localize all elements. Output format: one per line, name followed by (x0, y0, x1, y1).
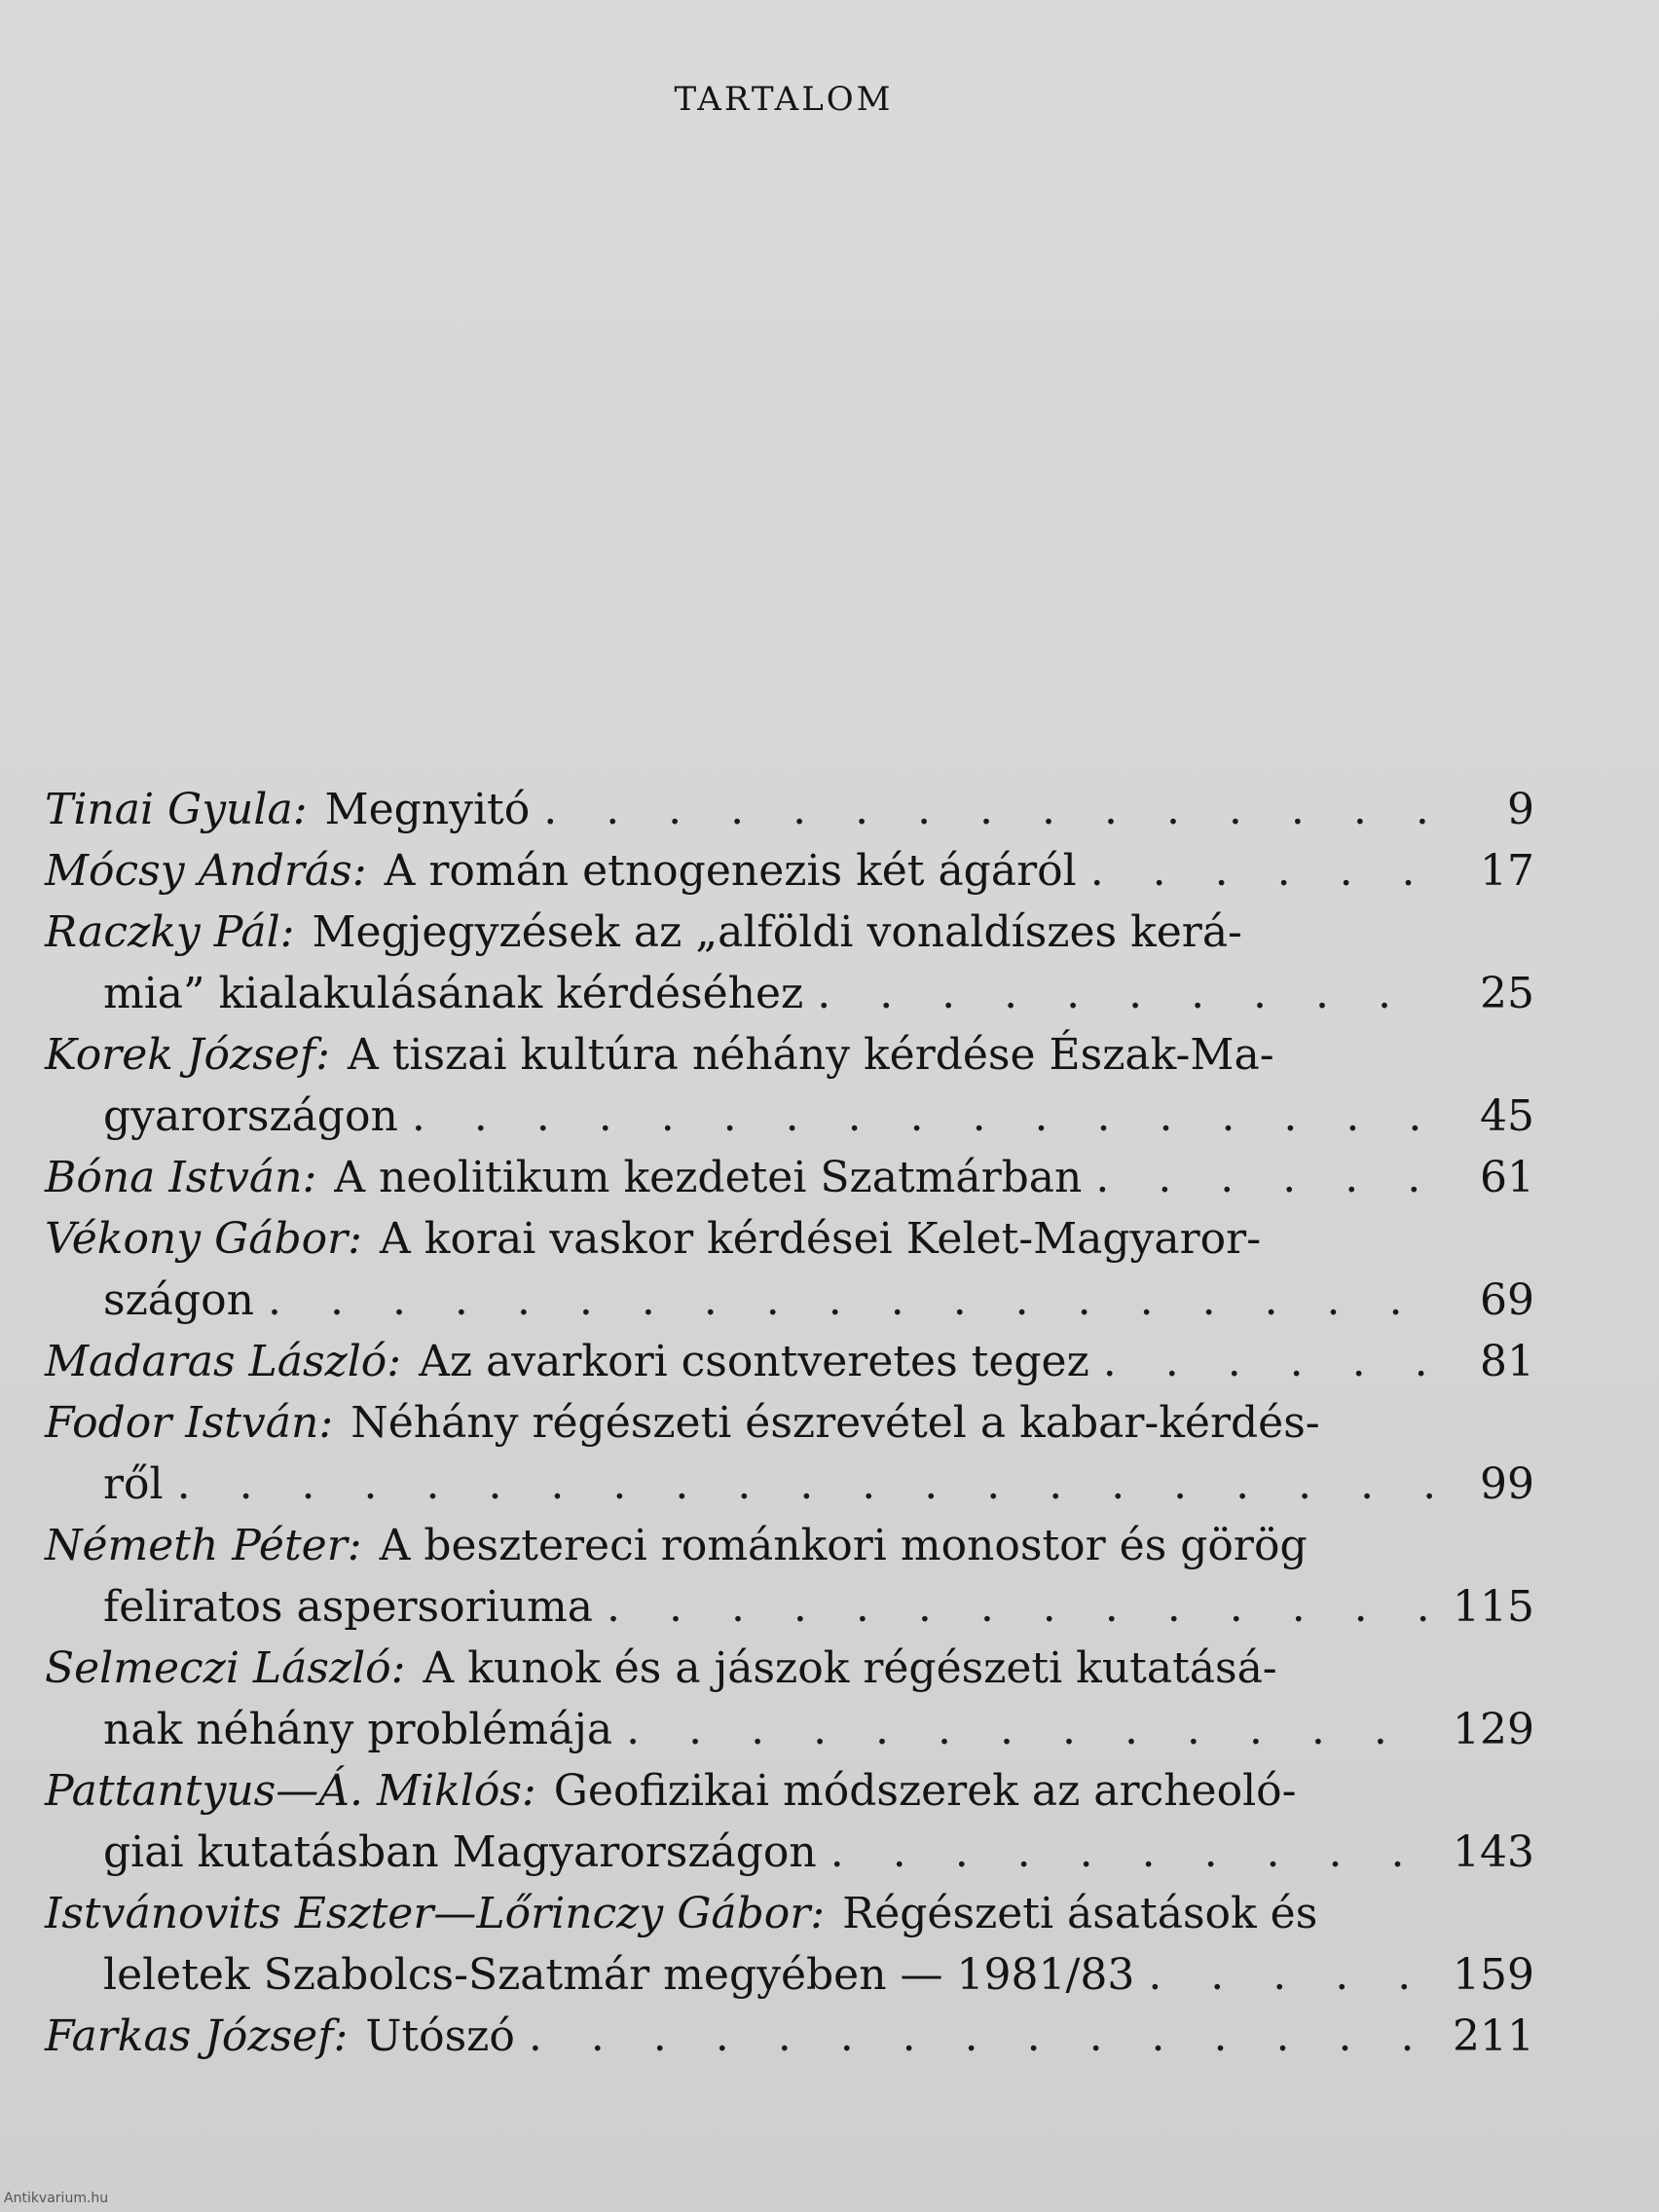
entry-author: Tinai Gyula: (45, 785, 308, 834)
entry-page-number: 81 (1480, 1337, 1534, 1386)
entry-page-number: 143 (1453, 1827, 1534, 1877)
entry-author: Mócsy András: (45, 846, 367, 896)
dot-leader (626, 1699, 1433, 1760)
dot-leader (1148, 1944, 1433, 2006)
entry-author: Madaras László: (45, 1337, 402, 1386)
toc-entry (45, 1392, 1534, 1515)
dot-leader (412, 1086, 1433, 1147)
entry-page-number: 9 (1507, 785, 1534, 834)
entry-author: Pattantyus—Á. Miklós: (45, 1766, 536, 1816)
entry-page-number: 61 (1480, 1153, 1534, 1202)
toc-entry (45, 1331, 1534, 1392)
toc-entry (45, 2006, 1534, 2067)
entry-author: Németh Péter: (45, 1521, 362, 1570)
dot-leader (817, 963, 1433, 1024)
entry-title: A román etnogenezis két ágáról (384, 846, 1077, 896)
entry-author: Vékony Gábor: (45, 1214, 363, 1264)
toc-entry (45, 1515, 1534, 1638)
entry-title-continuation: mia” kialakulásának kérdéséhez (103, 969, 804, 1018)
entry-page-number: 115 (1453, 1582, 1534, 1632)
entry-title: A kunok és a jászok régészeti kutatásá- (423, 1643, 1277, 1693)
entry-title: Régészeti ásatások és (842, 1889, 1318, 1938)
entry-author: Farkas József: (45, 2011, 349, 2061)
entry-title-continuation: feliratos aspersoriuma (103, 1582, 593, 1632)
dot-leader (529, 2006, 1433, 2067)
entry-page-number: 45 (1480, 1091, 1534, 1141)
dot-leader (177, 1454, 1433, 1515)
entry-title: A neolitikum kezdetei Szatmárban (334, 1153, 1083, 1202)
entry-title: Néhány régészeti észrevétel a kabar-kérdés- (350, 1398, 1320, 1448)
entry-page-number: 99 (1480, 1459, 1534, 1509)
entry-title-continuation: giai kutatásban Magyarországon (103, 1827, 817, 1877)
entry-title: A korai vaskor kérdései Kelet-Magyaror- (380, 1214, 1262, 1264)
entry-author: Raczky Pál: (45, 907, 295, 957)
toc-entry (45, 1760, 1534, 1883)
toc-entry (45, 1147, 1534, 1208)
toc-entry (45, 1638, 1534, 1760)
toc-entry (45, 1208, 1534, 1331)
entry-title: Megjegyzések az „alföldi vonaldíszes kerá- (312, 907, 1242, 957)
entry-title: Az avarkori csontveretes tegez (419, 1337, 1089, 1386)
entry-page-number: 69 (1480, 1275, 1534, 1325)
dot-leader (1090, 840, 1433, 902)
dot-leader (607, 1576, 1433, 1638)
toc-entry (45, 840, 1534, 902)
table-of-contents (45, 779, 1534, 2067)
dot-leader (1103, 1331, 1433, 1392)
entry-author: Selmeczi László: (45, 1643, 406, 1693)
entry-title-continuation: nak néhány problémája (103, 1705, 613, 1754)
entry-author: Istvánovits Eszter—Lőrinczy Gábor: (45, 1889, 826, 1938)
entry-page-number: 17 (1480, 846, 1534, 896)
watermark-text: Antikvarium.hu (4, 2191, 109, 2206)
dot-leader (543, 779, 1433, 840)
entry-title-continuation: szágon (103, 1275, 254, 1325)
entry-title: Utószó (365, 2011, 515, 2061)
entry-title-continuation: ről (103, 1459, 164, 1509)
entry-title: A tiszai kultúra néhány kérdése Észak-Ma- (347, 1030, 1274, 1080)
entry-author: Korek József: (45, 1030, 330, 1080)
entry-author: Bóna István: (45, 1153, 317, 1202)
dot-leader (1095, 1147, 1433, 1208)
entry-title-continuation: gyarországon (103, 1091, 398, 1141)
entry-title-continuation: leletek Szabolcs-Szatmár megyében — 1981/83 (103, 1950, 1135, 2000)
entry-page-number: 159 (1453, 1950, 1534, 2000)
page-title: TARTALOM (674, 80, 894, 119)
entry-title: Megnyitó (324, 785, 531, 834)
dot-leader (268, 1270, 1433, 1331)
entry-page-number: 129 (1453, 1705, 1534, 1754)
toc-entry (45, 1883, 1534, 2006)
entry-title: A besztereci románkori monostor és görög (379, 1521, 1308, 1570)
entry-page-number: 211 (1453, 2011, 1534, 2061)
toc-entry (45, 779, 1534, 840)
entry-author: Fodor István: (45, 1398, 334, 1448)
entry-title: Geofizikai módszerek az archeoló- (553, 1766, 1297, 1816)
dot-leader (830, 1822, 1433, 1883)
entry-page-number: 25 (1480, 969, 1534, 1018)
toc-entry (45, 902, 1534, 1024)
toc-entry (45, 1024, 1534, 1147)
